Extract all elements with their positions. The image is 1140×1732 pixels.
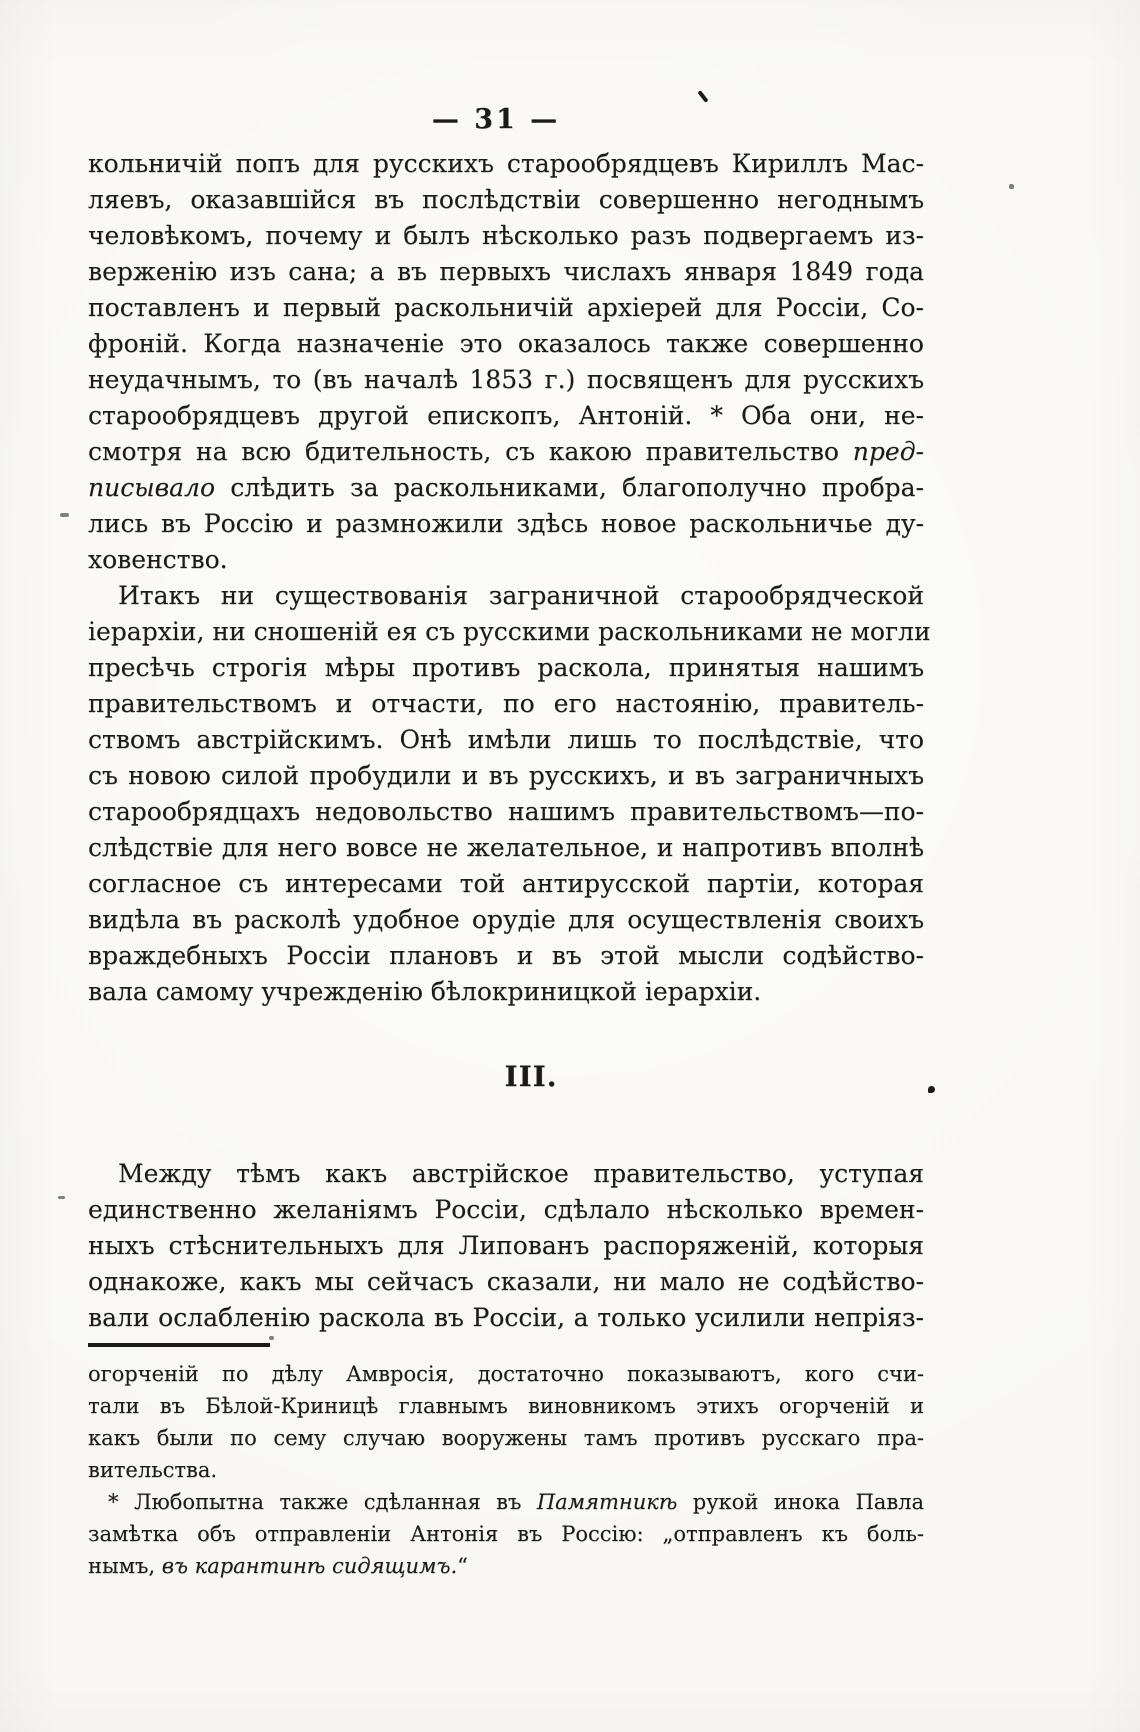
text-segment: фроній. Когда назначеніе это оказалось также совершенно bbox=[88, 329, 924, 358]
text-line bbox=[88, 1264, 924, 1300]
paragraph bbox=[88, 1358, 924, 1486]
text-segment: поставленъ и первый раскольничій архіерей для Россіи, Со- bbox=[88, 293, 924, 322]
text-segment: ствомъ австрійскимъ. Онѣ имѣли лишь то послѣдствіе, что bbox=[88, 725, 924, 754]
text-line bbox=[88, 182, 924, 218]
text-segment: единственно желаніямъ Россіи, сдѣлало нѣсколько времен- bbox=[88, 1195, 924, 1224]
text-segment: огорченій по дѣлу Амвросія, достаточно показываютъ, кого счи- bbox=[88, 1362, 924, 1386]
text-line bbox=[88, 830, 924, 866]
scan-speck bbox=[928, 1086, 935, 1093]
text-segment: ховенство. bbox=[88, 545, 228, 574]
text-line bbox=[88, 1300, 924, 1336]
text-segment: пресѣчь строгія мѣры противъ раскола, принятыя нашимъ bbox=[88, 653, 924, 682]
text-segment: слѣдить за раскольниками, благополучно пробра- bbox=[215, 473, 924, 502]
italic-text-segment: писывало bbox=[88, 473, 215, 502]
text-line bbox=[88, 1156, 924, 1192]
scan-speck bbox=[269, 1336, 274, 1340]
text-line bbox=[88, 470, 924, 506]
text-segment: Между тѣмъ какъ австрійское правительство, уступая bbox=[118, 1159, 924, 1188]
text-line bbox=[88, 1390, 924, 1422]
text-line bbox=[88, 1358, 924, 1390]
page-number: — 31 — bbox=[431, 104, 561, 135]
text-line bbox=[88, 218, 924, 254]
text-segment: Итакъ ни существованія заграничной старообрядческой bbox=[118, 581, 924, 610]
text-line bbox=[88, 758, 924, 794]
footnotes-block bbox=[88, 1358, 924, 1582]
text-segment: съ новою силой пробудили и въ русскихъ, и въ заграничныхъ bbox=[88, 761, 924, 790]
text-segment: старообрядцевъ другой епископъ, Антоній. * Оба они, не- bbox=[88, 401, 924, 430]
text-line bbox=[88, 794, 924, 830]
text-line bbox=[88, 1192, 924, 1228]
text-line bbox=[88, 686, 924, 722]
text-segment: враждебныхъ Россіи плановъ и въ этой мысли содѣйство- bbox=[88, 941, 924, 970]
text-segment: лись въ Россію и размножили здѣсь новое раскольничье ду- bbox=[88, 509, 924, 538]
text-line bbox=[88, 1486, 924, 1518]
scan-speck bbox=[697, 90, 708, 103]
text-line bbox=[88, 254, 924, 290]
text-line bbox=[88, 1228, 924, 1264]
footnote-separator-rule bbox=[88, 1343, 270, 1347]
paragraph bbox=[88, 578, 931, 1010]
text-line bbox=[88, 398, 924, 434]
text-line bbox=[88, 1454, 924, 1486]
text-line bbox=[88, 326, 924, 362]
text-segment: тали въ Бѣлой-Криницѣ главнымъ виновникомъ этихъ огорченій и bbox=[88, 1394, 924, 1418]
text-line bbox=[88, 542, 924, 578]
text-segment: рукой инока Павла bbox=[677, 1490, 924, 1514]
italic-text-segment: Памятникѣ bbox=[536, 1490, 678, 1514]
text-line bbox=[88, 866, 924, 902]
scan-speck bbox=[58, 1196, 65, 1199]
text-segment: старообрядцахъ недовольство нашимъ правительствомъ—по- bbox=[88, 797, 924, 826]
text-line bbox=[88, 1518, 924, 1550]
text-line bbox=[88, 974, 924, 1010]
text-segment: кольничій попъ для русскихъ старообрядцевъ Кириллъ Мас- bbox=[88, 149, 924, 178]
text-segment: неудачнымъ, то (въ началѣ 1853 г.) посвященъ для русскихъ bbox=[88, 365, 924, 394]
text-segment: однакоже, какъ мы сейчасъ сказали, ни мало не содѣйство- bbox=[88, 1267, 924, 1296]
text-segment: вали ослабленію раскола въ Россіи, а только усилили непріяз- bbox=[88, 1303, 924, 1332]
paragraph bbox=[88, 1486, 924, 1582]
text-line bbox=[88, 434, 924, 470]
text-segment: видѣла въ расколѣ удобное орудіе для осуществленія своихъ bbox=[88, 905, 924, 934]
text-segment: правительствомъ и отчасти, по его настоянію, правитель- bbox=[88, 689, 924, 718]
text-line bbox=[88, 146, 924, 182]
text-line bbox=[88, 650, 924, 686]
text-segment: “ bbox=[457, 1554, 468, 1578]
text-line bbox=[88, 1422, 924, 1454]
section3-text-block bbox=[88, 1156, 924, 1336]
text-segment: вительства. bbox=[88, 1458, 218, 1482]
text-line bbox=[88, 722, 924, 758]
paragraph bbox=[88, 1156, 924, 1336]
text-line bbox=[88, 902, 924, 938]
text-line bbox=[88, 938, 924, 974]
italic-text-segment: въ карантинѣ сидящимъ. bbox=[161, 1554, 458, 1578]
scan-speck bbox=[1009, 184, 1014, 189]
text-segment: нымъ, bbox=[88, 1554, 162, 1578]
text-segment: * Любопытна также сдѣланная въ bbox=[108, 1490, 537, 1514]
text-segment: замѣтка объ отправленіи Антонія въ Россію: „отправленъ къ боль- bbox=[88, 1522, 924, 1546]
text-segment: верженію изъ сана; а въ первыхъ числахъ января 1849 года bbox=[88, 257, 924, 286]
text-line bbox=[88, 290, 924, 326]
text-line bbox=[88, 614, 931, 650]
text-line bbox=[88, 1550, 924, 1582]
text-line bbox=[88, 362, 924, 398]
italic-text-segment: пред- bbox=[852, 437, 924, 466]
text-segment: слѣдствіе для него вовсе не желательное, и напротивъ вполнѣ bbox=[88, 833, 924, 862]
text-segment: какъ были по сему случаю вооружены тамъ противъ русскаго пра- bbox=[88, 1426, 924, 1450]
text-segment: вала самому учрежденію бѣлокриницкой іерархіи. bbox=[88, 977, 762, 1006]
scan-speck bbox=[60, 513, 69, 517]
text-line bbox=[88, 578, 924, 614]
section-heading: III. bbox=[504, 1060, 558, 1093]
text-segment: смотря на всю бдительность, съ какою правительство bbox=[88, 437, 853, 466]
paragraph bbox=[88, 146, 924, 578]
text-segment: человѣкомъ, почему и былъ нѣсколько разъ подвергаемъ из- bbox=[88, 221, 924, 250]
text-segment: іерархіи, ни сношеній ея съ русскими раскольниками не могли bbox=[88, 617, 931, 646]
text-segment: ныхъ стѣснительныхъ для Липованъ распоряженій, которыя bbox=[88, 1231, 924, 1260]
text-segment: согласное съ интересами той антирусской партіи, которая bbox=[88, 869, 924, 898]
body-text-block bbox=[88, 146, 931, 1010]
text-line bbox=[88, 506, 924, 542]
text-segment: ляевъ, оказавшійся въ послѣдствіи совершенно негоднымъ bbox=[88, 185, 924, 214]
